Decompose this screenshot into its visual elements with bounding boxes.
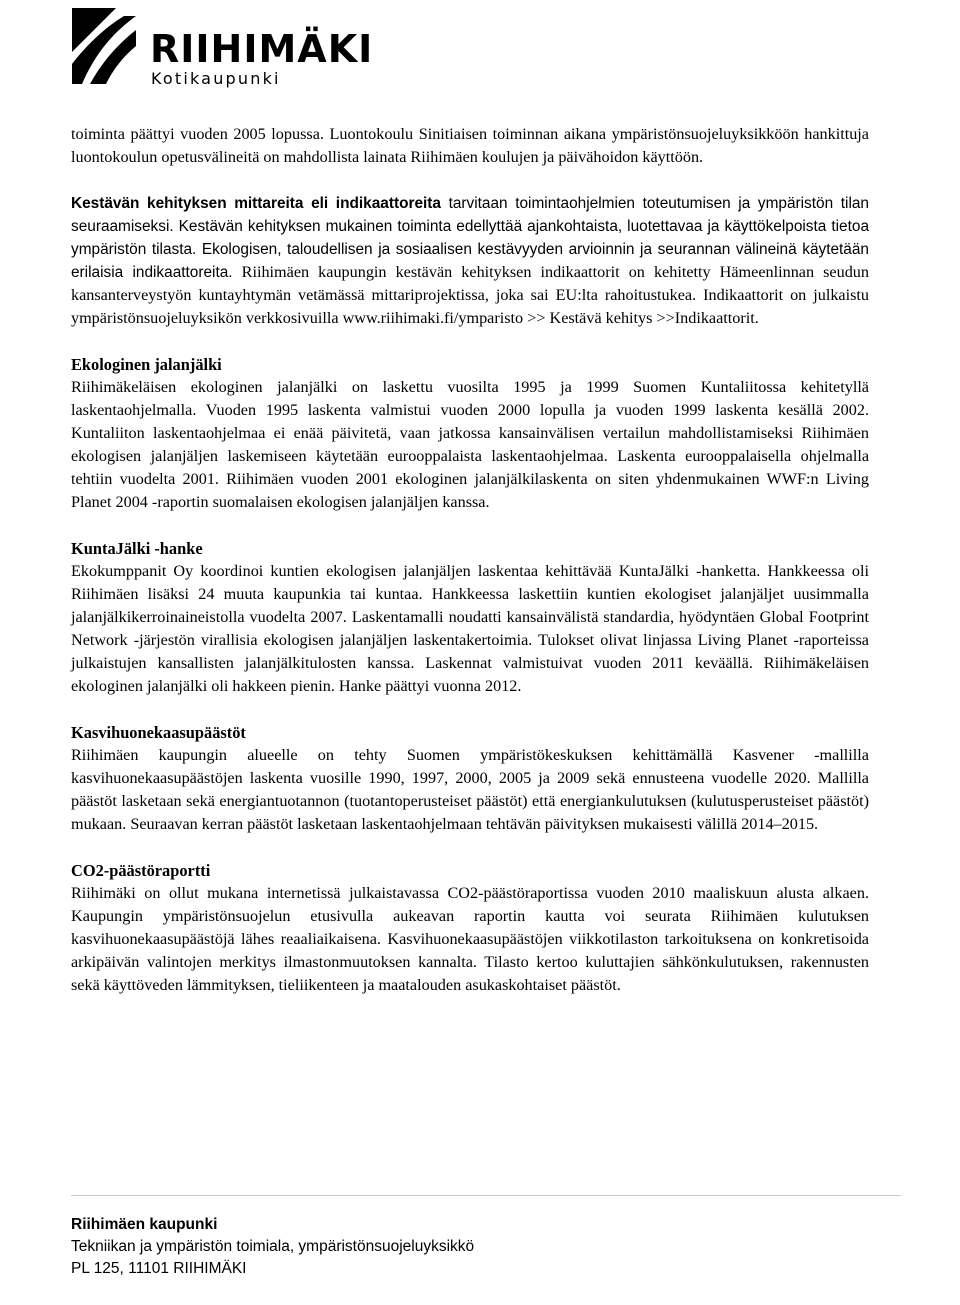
footer-divider bbox=[71, 1195, 901, 1196]
indicators-lead: Kestävän kehityksen mittareita eli indikaattoreita bbox=[71, 195, 441, 212]
paragraph-luontokoulu: toiminta päättyi vuoden 2005 lopussa. Luontokoulu Sinitiaisen toiminnan aikana ympäristönsuojeluyksikköön hankittuja luontokoulun opetusvälineitä on mahdollista lainata Riihimäen koulujen ja päivähoidon käyttöön. bbox=[71, 125, 869, 166]
heading-kuntajalki: KuntaJälki -hanke bbox=[71, 539, 203, 558]
paragraph-co2-report: Riihimäki on ollut mukana internetissä julkaistavassa CO2-päästöraportissa vuoden 2010 maaliskuun alusta alkaen. Kaupungin ympäristönsuojelun etusivulla aukeavan raportin kautta voi seurata Riihimäen kulutuksen kasvihuonekaasupäästöjä lähes reaaliaikaisena. Kasvihuonekaasupäästöjen viikkotilaston tarkoituksena on konkretisoida arkipäivän valintojen merkitys ilmastonmuutoksen kannalta. Tilasto kertoo kuluttajien sähkönkulutuksen, rakennusten sekä käyttöveden lämmityksen, tieliikenteen ja maatalouden asukaskohtaiset päästöt. bbox=[71, 884, 869, 994]
paragraph-greenhouse-gases: Riihimäen kaupungin alueelle on tehty Suomen ympäristökeskuksen kehittämällä Kasvener -mallilla kasvihuonekaasupäästöjen laskenta vuosille 1990, 1997, 2000, 2005 ja 2009 sekä ennusteena vuodelle 2020. Mallilla päästöt lasketaan sekä energiantuotannon (tuotantoperusteiset päästöt) että energiankulutuksen (kulutusperusteiset päästöt) mukaan. Seuraavan kerran päästöt lasketaan laskentaohjelmaan tehtävän päivityksen mukaisesti välillä 2014–2015. bbox=[71, 746, 869, 833]
city-logo bbox=[70, 6, 374, 98]
paragraph-indicators bbox=[71, 192, 869, 330]
paragraph-ecological-footprint: Riihimäkeläisen ekologinen jalanjälki on laskettu vuosilta 1995 ja 1999 Suomen Kuntaliitossa kehitetyllä laskentaohjelmalla. Vuoden 1995 laskenta valmistui vuoden 2000 lopulla ja vuoden 1999 laskenta kesällä 2002. Kuntaliiton laskentaohjelmaa ei enää päivitetä, vaan jatkossa kansainvälisen vertailun mahdollistamiseksi Riihimäen ekologisen jalanjäljen laskemiseen käytetään eurooppalaista laskentaohjelmaa. Laskenta eurooppalaisella ohjelmalla tehtiin vuodelta 2001. Riihimäen vuoden 2001 ekologinen jalanjälkilaskenta on siten yhdenmukainen WWF:n Living Planet 2004 -raportin suomalaisen ekologisen jalanjäljen kanssa. bbox=[71, 378, 869, 511]
riihimaki-emblem-icon bbox=[70, 6, 138, 86]
heading-ecological-footprint: Ekologinen jalanjälki bbox=[71, 355, 222, 374]
paragraph-kuntajalki: Ekokumppanit Oy koordinoi kuntien ekologisen jalanjäljen laskentaa kehittävää KuntaJälki -hanketta. Hankkeessa oli Riihimäen lisäksi 24 muuta kaupunkia tai kuntaa. Hankkeessa laskettiin kuntien ekologiset jalanjäljet uusimmalla jalanjälkikerroinaineistolla vuodelta 2007. Laskentamalli noudatti kansainvälistä standardia, hyödyntäen Global Footprint Network -järjestön virallisia ekologisen jalanjäljen laskentakertoimia. Tulokset olivat linjassa Living Planet -raporteissa julkaistujen kansallisten jalanjälkitulosten kanssa. Laskennat valmistuivat vuoden 2011 keväällä. Riihimäkeläisen ekologinen jalanjälki oli hakkeen pienin. Hanke päättyi vuonna 2012. bbox=[71, 562, 869, 695]
indicators-text-serif: Riihimäen kaupungin kestävän kehityksen indikaattorit on kehitetty Hämeenlinnan seudun kansanterveystyön kuntayhtymän vetämässä mittariprojektissa, joka sai EU:lta rahoitustukea. Indikaattorit on julkaistu ympäristönsuojeluyksikön verkkosivuilla www.riihimaki.fi/ymparisto >> Kestävä kehitys >>Indikaattorit. bbox=[71, 263, 869, 327]
footer-department: Tekniikan ja ympäristön toimiala, ympäristönsuojeluyksikkö bbox=[71, 1238, 475, 1255]
heading-greenhouse-gases: Kasvihuonekaasupäästöt bbox=[71, 723, 246, 742]
document-body bbox=[71, 123, 869, 997]
footer-organization: Riihimäen kaupunki bbox=[71, 1216, 218, 1233]
logo-tagline: Kotikaupunki bbox=[151, 69, 281, 88]
logo-wordmark: RIIHIMÄKI bbox=[150, 27, 374, 71]
indicators-text-sans: tarvitaan toimintaohjelmien toteutumisen ja ympäristön tilan seuraamiseksi. Kestävän kehityksen mukainen toiminta edellyttää ajankohtaista, luotettavaa ja käyttökelpoista tietoa ympäristön tilasta. Ekologisen, taloudellisen ja sosiaalisen kestävyyden arvioinnin ja seurannan välineinä käytetään erilaisia indikaattoreita. bbox=[71, 195, 869, 281]
footer-address: PL 125, 11101 RIIHIMÄKI bbox=[71, 1260, 247, 1277]
page-footer bbox=[71, 1214, 474, 1280]
heading-co2-report: CO2-päästöraportti bbox=[71, 861, 211, 880]
